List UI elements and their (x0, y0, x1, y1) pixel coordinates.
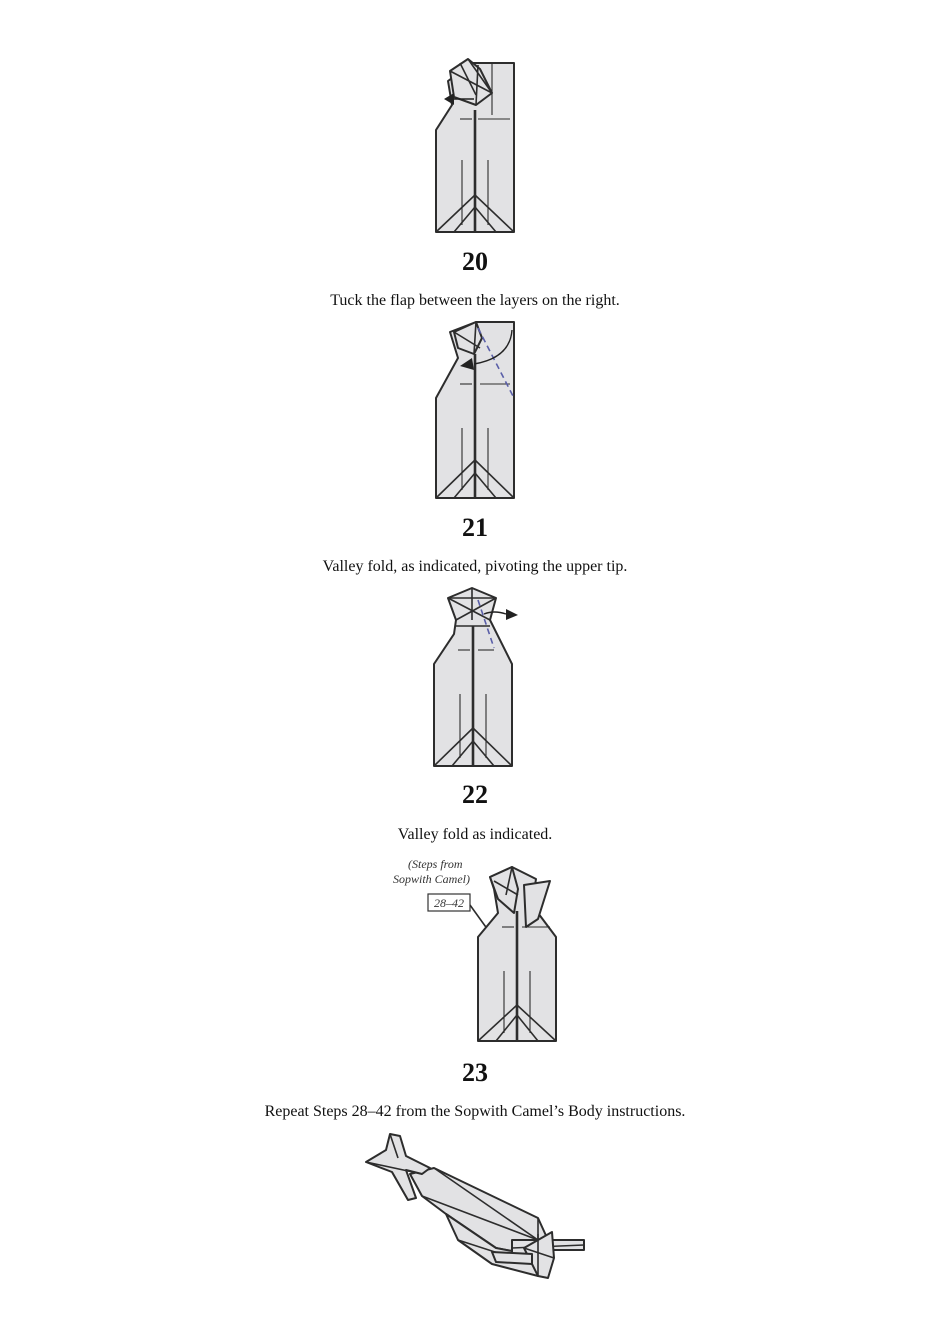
step-20-diagram (430, 55, 522, 240)
step-caption: Valley fold as indicated. (397, 826, 553, 843)
step-caption: Repeat Steps 28–42 from the Sopwith Camel’s Body instructions. (264, 1103, 686, 1120)
step-23-diagram (390, 855, 565, 1045)
step-21-diagram (430, 318, 522, 504)
step-caption: Tuck the flap between the layers on the right. (330, 292, 620, 309)
callout-note-line1: (Steps from (408, 857, 463, 871)
step-22-diagram (428, 586, 524, 772)
step-number: 20 (462, 247, 488, 276)
step-caption: Valley fold, as indicated, pivoting the upper tip. (322, 558, 628, 575)
callout-range: 28–42 (434, 896, 464, 910)
final-model-diagram (362, 1128, 592, 1283)
callout-note-line2: Sopwith Camel) (393, 872, 470, 886)
step-number: 22 (462, 780, 488, 809)
step-number: 21 (462, 513, 488, 542)
step-number: 23 (462, 1058, 488, 1087)
